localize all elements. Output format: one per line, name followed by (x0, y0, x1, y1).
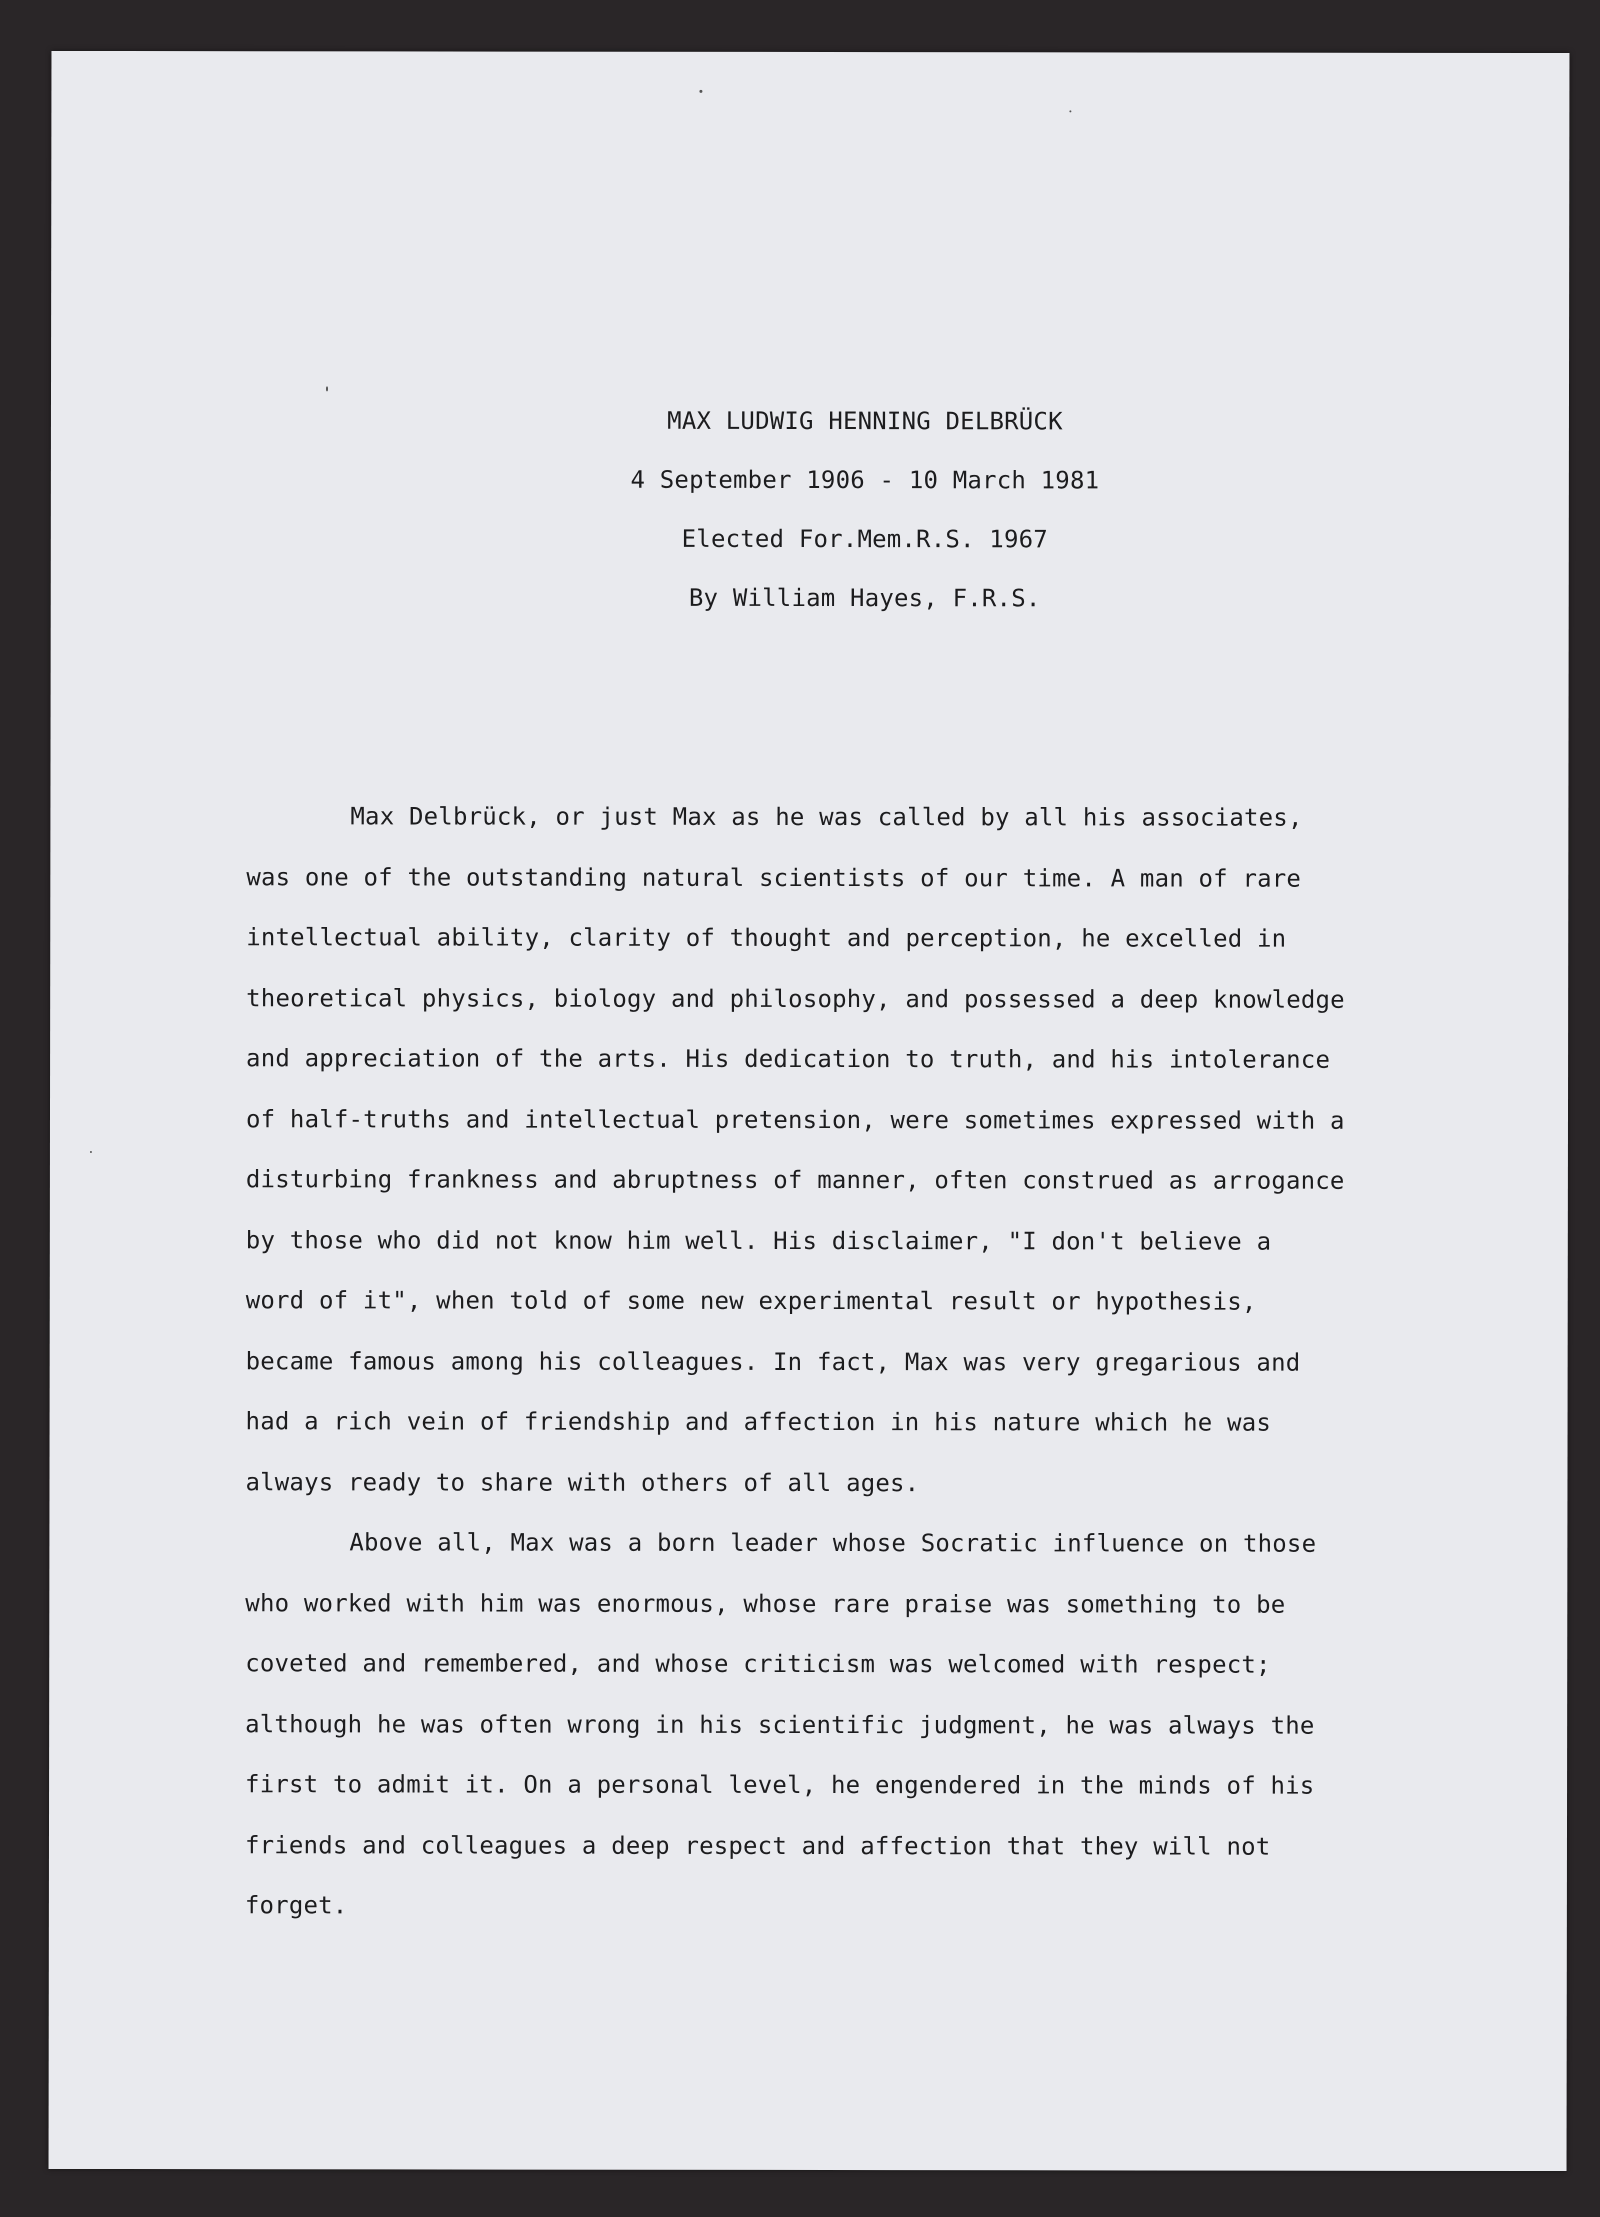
paragraph-line: of half-truths and intellectual pretension, were sometimes expressed with a (245, 1104, 1345, 1135)
memoir-body (245, 786, 1447, 1937)
paper-speck (1069, 110, 1071, 112)
paragraph-line: Max Delbrück, or just Max as he was called by all his associates, (350, 802, 1303, 832)
paragraph-line: forget. (244, 1891, 348, 1920)
paragraph-line: intellectual ability, clarity of thought and perception, he excelled in (246, 923, 1287, 953)
paper-speck (90, 1151, 92, 1153)
paragraph-line: friends and colleagues a deep respect and affection that they will not (244, 1830, 1271, 1861)
paper-speck (699, 90, 702, 93)
paragraph-line: theoretical physics, biology and philosophy, and possessed a deep knowledge (246, 983, 1345, 1014)
paragraph-line: by those who did not know him well. His disclaimer, "I don't believe a (245, 1225, 1272, 1256)
paragraph-line: had a rich vein of friendship and affection in his nature which he was (245, 1407, 1272, 1437)
paragraph-line: coveted and remembered, and whose criticism was welcomed with respect; (245, 1649, 1271, 1679)
paragraph-line: disturbing frankness and abruptness of manner, often construed as arrogance (245, 1165, 1345, 1195)
author-line: By William Hayes, F.R.S. (688, 583, 1041, 613)
subject-name: MAX LUDWIG HENNING DELBRÜCK (667, 406, 1063, 436)
memoir-heading (51, 391, 1569, 629)
paragraph-line: word of it", when told of some new experimental result or hypothesis, (245, 1286, 1257, 1316)
paragraph-line: Above all, Max was a born leader whose Socratic influence on those (349, 1528, 1317, 1558)
paragraph-line: was one of the outstanding natural scientists of our time. A man of rare (246, 862, 1302, 893)
paragraph-line: first to admit it. On a personal level, he engendered in the minds of his (245, 1770, 1315, 1800)
paragraph-line: although he was often wrong in his scientific judgment, he was always the (245, 1709, 1315, 1740)
paper-sheet (49, 51, 1570, 2171)
paragraph-line: became famous among his colleagues. In fact, Max was very gregarious and (245, 1346, 1301, 1377)
life-dates: 4 September 1906 - 10 March 1981 (630, 465, 1100, 495)
paragraph-line: always ready to share with others of all ages. (245, 1467, 920, 1497)
paragraph-line: and appreciation of the arts. His dedication to truth, and his intolerance (246, 1044, 1331, 1074)
election-note: Elected For.Mem.R.S. 1967 (681, 524, 1048, 554)
paragraph-line: who worked with him was enormous, whose rare praise was something to be (245, 1588, 1286, 1619)
